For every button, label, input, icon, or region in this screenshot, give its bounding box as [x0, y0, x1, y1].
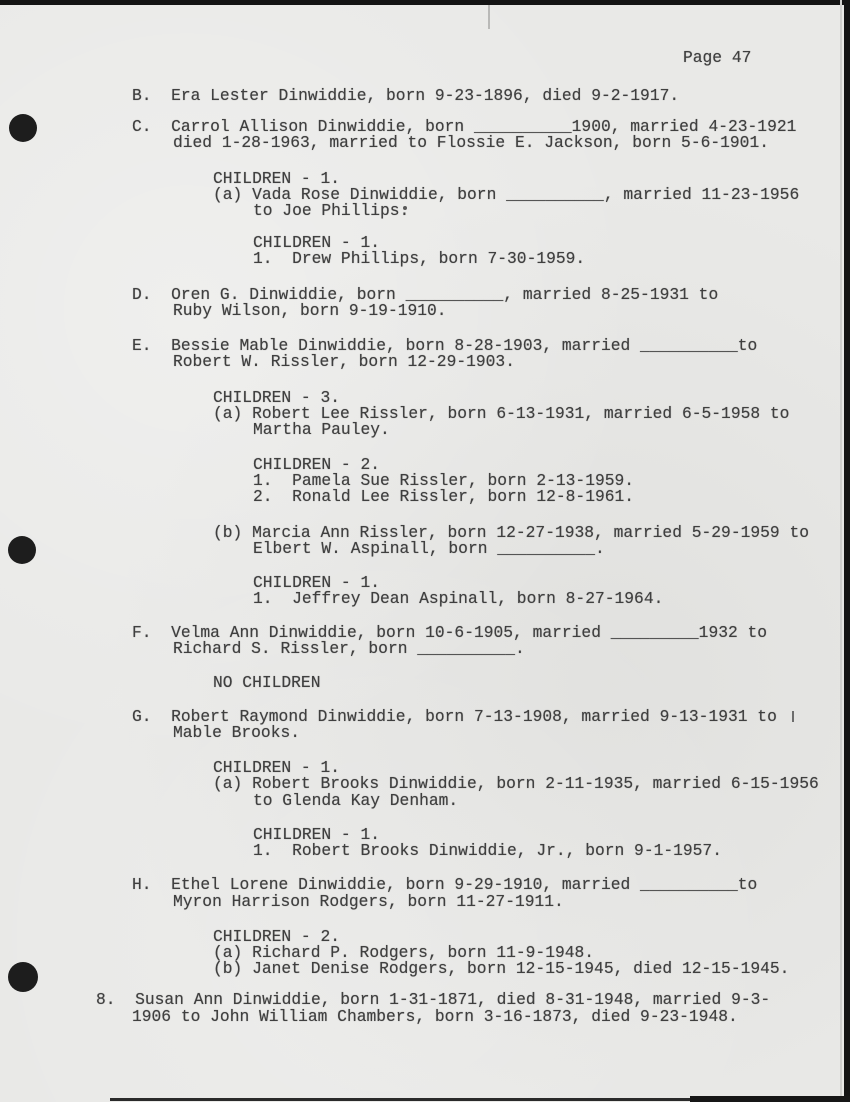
text-line: D. Oren G. Dinwiddie, born __________, married 8-25-1931 to: [132, 285, 719, 304]
text-line: CHILDREN - 1.: [253, 573, 381, 592]
text-line: to Glenda Kay Denham.: [253, 791, 459, 810]
text-line: Robert W. Rissler, born 12-29-1903.: [173, 352, 515, 371]
text-line: C. Carrol Allison Dinwiddie, born __________1900, married 4-23-1921: [132, 117, 797, 136]
text-line: 2. Ronald Lee Rissler, born 12-8-1961.: [253, 487, 635, 506]
text-line: CHILDREN - 2.: [253, 455, 381, 474]
text-line: Elbert W. Aspinall, born __________.: [253, 539, 605, 558]
scan-edge-bottom-corner: [690, 1096, 850, 1102]
page-number: Page 47: [683, 48, 752, 67]
text-line: 8. Susan Ann Dinwiddie, born 1-31-1871, died 8-31-1948, married 9-3-: [96, 990, 771, 1009]
text-line: CHILDREN - 1.: [253, 233, 381, 252]
hole-punch-icon: [8, 536, 36, 564]
text-line: 1. Robert Brooks Dinwiddie, Jr., born 9-1-1957.: [253, 841, 722, 860]
hole-punch-icon: [9, 114, 37, 142]
hole-punch-icon: [8, 962, 38, 992]
text-line: NO CHILDREN: [213, 673, 321, 692]
text-line: (a) Vada Rose Dinwiddie, born __________, married 11-23-1956: [213, 185, 800, 204]
text-line: (a) Robert Brooks Dinwiddie, born 2-11-1935, married 6-15-1956: [213, 774, 819, 793]
text-line: E. Bessie Mable Dinwiddie, born 8-28-1903, married __________to: [132, 336, 758, 355]
text-line: (a) Richard P. Rodgers, born 11-9-1948.: [213, 943, 595, 962]
text-line: 1. Pamela Sue Rissler, born 2-13-1959.: [253, 471, 635, 490]
scan-artifact-dash: [792, 711, 794, 722]
scan-edge-right: [844, 0, 850, 1102]
scan-edge-top: [0, 0, 850, 5]
scan-artifact-crease: [488, 5, 490, 29]
text-line: F. Velma Ann Dinwiddie, born 10-6-1905, married _________1932 to: [132, 623, 768, 642]
text-line: Ruby Wilson, born 9-19-1910.: [173, 301, 447, 320]
paper-edge-shadow: [840, 0, 842, 1102]
text-line: CHILDREN - 1.: [253, 825, 381, 844]
text-line: died 1-28-1963, married to Flossie E. Jackson, born 5-6-1901.: [173, 133, 769, 152]
text-line: Mable Brooks.: [173, 723, 301, 742]
text-line: to Joe Phillips.: [253, 201, 410, 220]
text-line: CHILDREN - 3.: [213, 388, 341, 407]
text-line: (a) Robert Lee Rissler, born 6-13-1931, married 6-5-1958 to: [213, 404, 790, 423]
text-line: CHILDREN - 2.: [213, 927, 341, 946]
text-line: 1906 to John William Chambers, born 3-16-1873, died 9-23-1948.: [132, 1007, 738, 1026]
text-line: Martha Pauley.: [253, 420, 390, 439]
text-line: CHILDREN - 1.: [213, 169, 341, 188]
text-line: CHILDREN - 1.: [213, 758, 341, 777]
text-line: H. Ethel Lorene Dinwiddie, born 9-29-1910, married __________to: [132, 875, 758, 894]
text-line: B. Era Lester Dinwiddie, born 9-23-1896, died 9-2-1917.: [132, 86, 680, 105]
text-line: (b) Janet Denise Rodgers, born 12-15-1945, died 12-15-1945.: [213, 959, 790, 978]
text-line: G. Robert Raymond Dinwiddie, born 7-13-1908, married 9-13-1931 to: [132, 707, 777, 726]
text-line: 1. Jeffrey Dean Aspinall, born 8-27-1964.: [253, 589, 664, 608]
text-line: Myron Harrison Rodgers, born 11-27-1911.: [173, 892, 564, 911]
text-line: 1. Drew Phillips, born 7-30-1959.: [253, 249, 586, 268]
text-line: Richard S. Rissler, born __________.: [173, 639, 525, 658]
text-line: (b) Marcia Ann Rissler, born 12-27-1938, married 5-29-1959 to: [213, 523, 809, 542]
